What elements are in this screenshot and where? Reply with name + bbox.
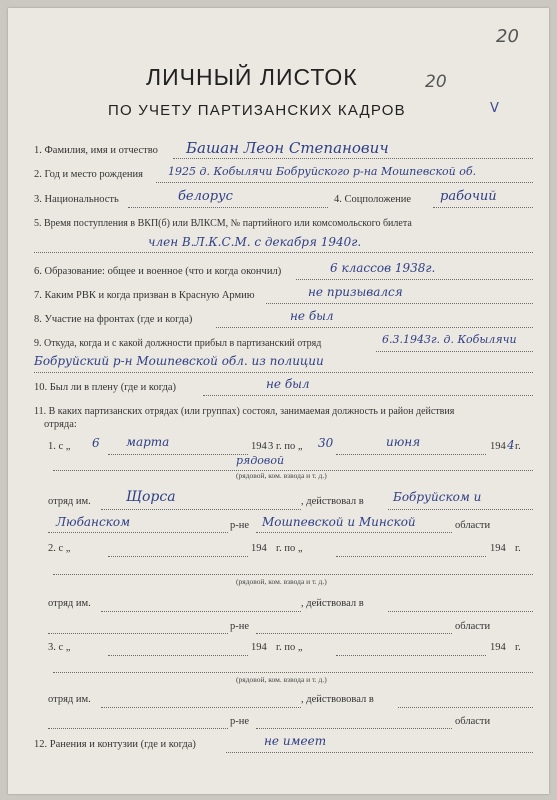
field-10-value: не был <box>266 377 310 391</box>
d1-year-to-pre: 194 <box>490 441 506 452</box>
d1-year-from-pre: 194 <box>251 441 267 452</box>
d1-district: Любанском <box>56 515 131 529</box>
d2-otryad-label: отряд им. <box>48 598 91 609</box>
check-mark: V <box>490 101 499 116</box>
d1-month: марта <box>126 435 170 449</box>
d3-position-caption: (рядовой, ком. взвода и т. д.) <box>236 675 327 684</box>
d3-rne: р-не <box>230 716 250 727</box>
d3-year-from-pre: 194 <box>251 642 267 653</box>
d1-to-label: г. по „ <box>276 441 303 452</box>
d3-year-to-pre: 194 <box>490 642 506 653</box>
field-6-label: 6. Образование: общее и военное (что и когда окончил) <box>34 266 282 277</box>
d2-oblasti: области <box>455 621 491 632</box>
d2-rne: р-не <box>230 621 250 632</box>
d1-position: рядовой <box>236 454 285 467</box>
field-1-value: Башан Леон Степанович <box>186 139 389 157</box>
d1-day-to: 30 <box>318 436 334 450</box>
d1-month-to: июня <box>386 435 421 449</box>
field-5-label: 5. Время поступления в ВКП(б) или ВЛКСМ, № партийного или комсомольского билета <box>34 218 412 229</box>
field-10-label: 10. Был ли в плену (где и когда) <box>34 382 177 393</box>
field-5-value: член В.Л.К.С.М. с декабря 1940г. <box>148 235 362 249</box>
d1-otryad-name: Щорса <box>126 489 176 505</box>
d3-g: г. <box>515 642 521 653</box>
field-2-label: 2. Год и место рождения <box>34 169 143 180</box>
document-sheet <box>8 8 549 794</box>
field-4-value: рабочий <box>440 189 497 204</box>
pencil-mark: 20 <box>425 72 447 92</box>
d1-position-caption: (рядовой, ком. взвода и т. д.) <box>236 471 327 480</box>
field-8-label: 8. Участие на фронтах (где и когда) <box>34 314 193 325</box>
field-1-label: 1. Фамилия, имя и отчество <box>34 145 158 156</box>
d3-acted-label: , действововал в <box>301 694 374 705</box>
d1-acted-label: , действовал в <box>301 496 364 507</box>
d2-position-caption: (рядовой, ком. взвода и т. д.) <box>236 577 327 586</box>
d2-g: г. <box>515 543 521 554</box>
form-subtitle: ПО УЧЕТУ ПАРТИЗАНСКИХ КАДРОВ <box>108 102 406 119</box>
field-2-value: 1925 д. Кобылячи Бобруйского р-на Мошпевской об. <box>168 165 477 178</box>
d2-num: 2. с „ <box>48 543 71 554</box>
field-7-label: 7. Каким РВК и когда призван в Красную Армию <box>34 290 255 301</box>
corner-page-number: 20 <box>496 26 519 47</box>
field-3-value: белорус <box>178 189 233 204</box>
d3-to-label: г. по „ <box>276 642 303 653</box>
d1-region: Мошпевской и Минской <box>262 515 416 529</box>
field-3-label: 3. Национальность <box>34 194 119 205</box>
d1-day: 6 <box>92 436 100 450</box>
d1-otryad-label: отряд им. <box>48 496 91 507</box>
d3-oblasti: области <box>455 716 491 727</box>
d2-year-to-pre: 194 <box>490 543 506 554</box>
field-6-value: 6 классов 1938г. <box>330 261 436 275</box>
field-7-value: не призывался <box>308 285 403 299</box>
field-4-label: 4. Соцположение <box>334 194 412 205</box>
d1-year-to: 4 <box>507 438 515 452</box>
field-9-value-cont: Бобруйский р-н Мошпевской обл. из полиции <box>34 354 324 368</box>
form-title: ЛИЧНЫЙ ЛИСТОК <box>146 64 358 90</box>
d2-year-from-pre: 194 <box>251 543 267 554</box>
field-9-label: 9. Откуда, когда и с какой должности прибыл в партизанский отряд <box>34 338 322 349</box>
d1-acted-in: Бобруйском и <box>393 490 482 504</box>
d1-rne: р-не <box>230 520 250 531</box>
d1-g: г. <box>515 441 521 452</box>
field-12-value: не имеет <box>264 734 327 748</box>
field-12-label: 12. Ранения и контузии (где и когда) <box>34 739 196 750</box>
d1-num: 1. с „ <box>48 441 71 452</box>
d1-oblasti: области <box>455 520 491 531</box>
d1-year-from: 3 <box>268 441 274 452</box>
field-8-value: не был <box>290 309 334 323</box>
field-9-value: 6.3.1943г. д. Кобылячи <box>382 333 517 346</box>
field-11-label-cont: отряда: <box>44 419 77 430</box>
d3-num: 3. с „ <box>48 642 71 653</box>
field-11-label: 11. В каких партизанских отрядах (или группах) состоял, занимаемая должность и район действия <box>34 406 455 417</box>
d2-acted-label: , действовал в <box>301 598 364 609</box>
d2-to-label: г. по „ <box>276 543 303 554</box>
d3-otryad-label: отряд им. <box>48 694 91 705</box>
